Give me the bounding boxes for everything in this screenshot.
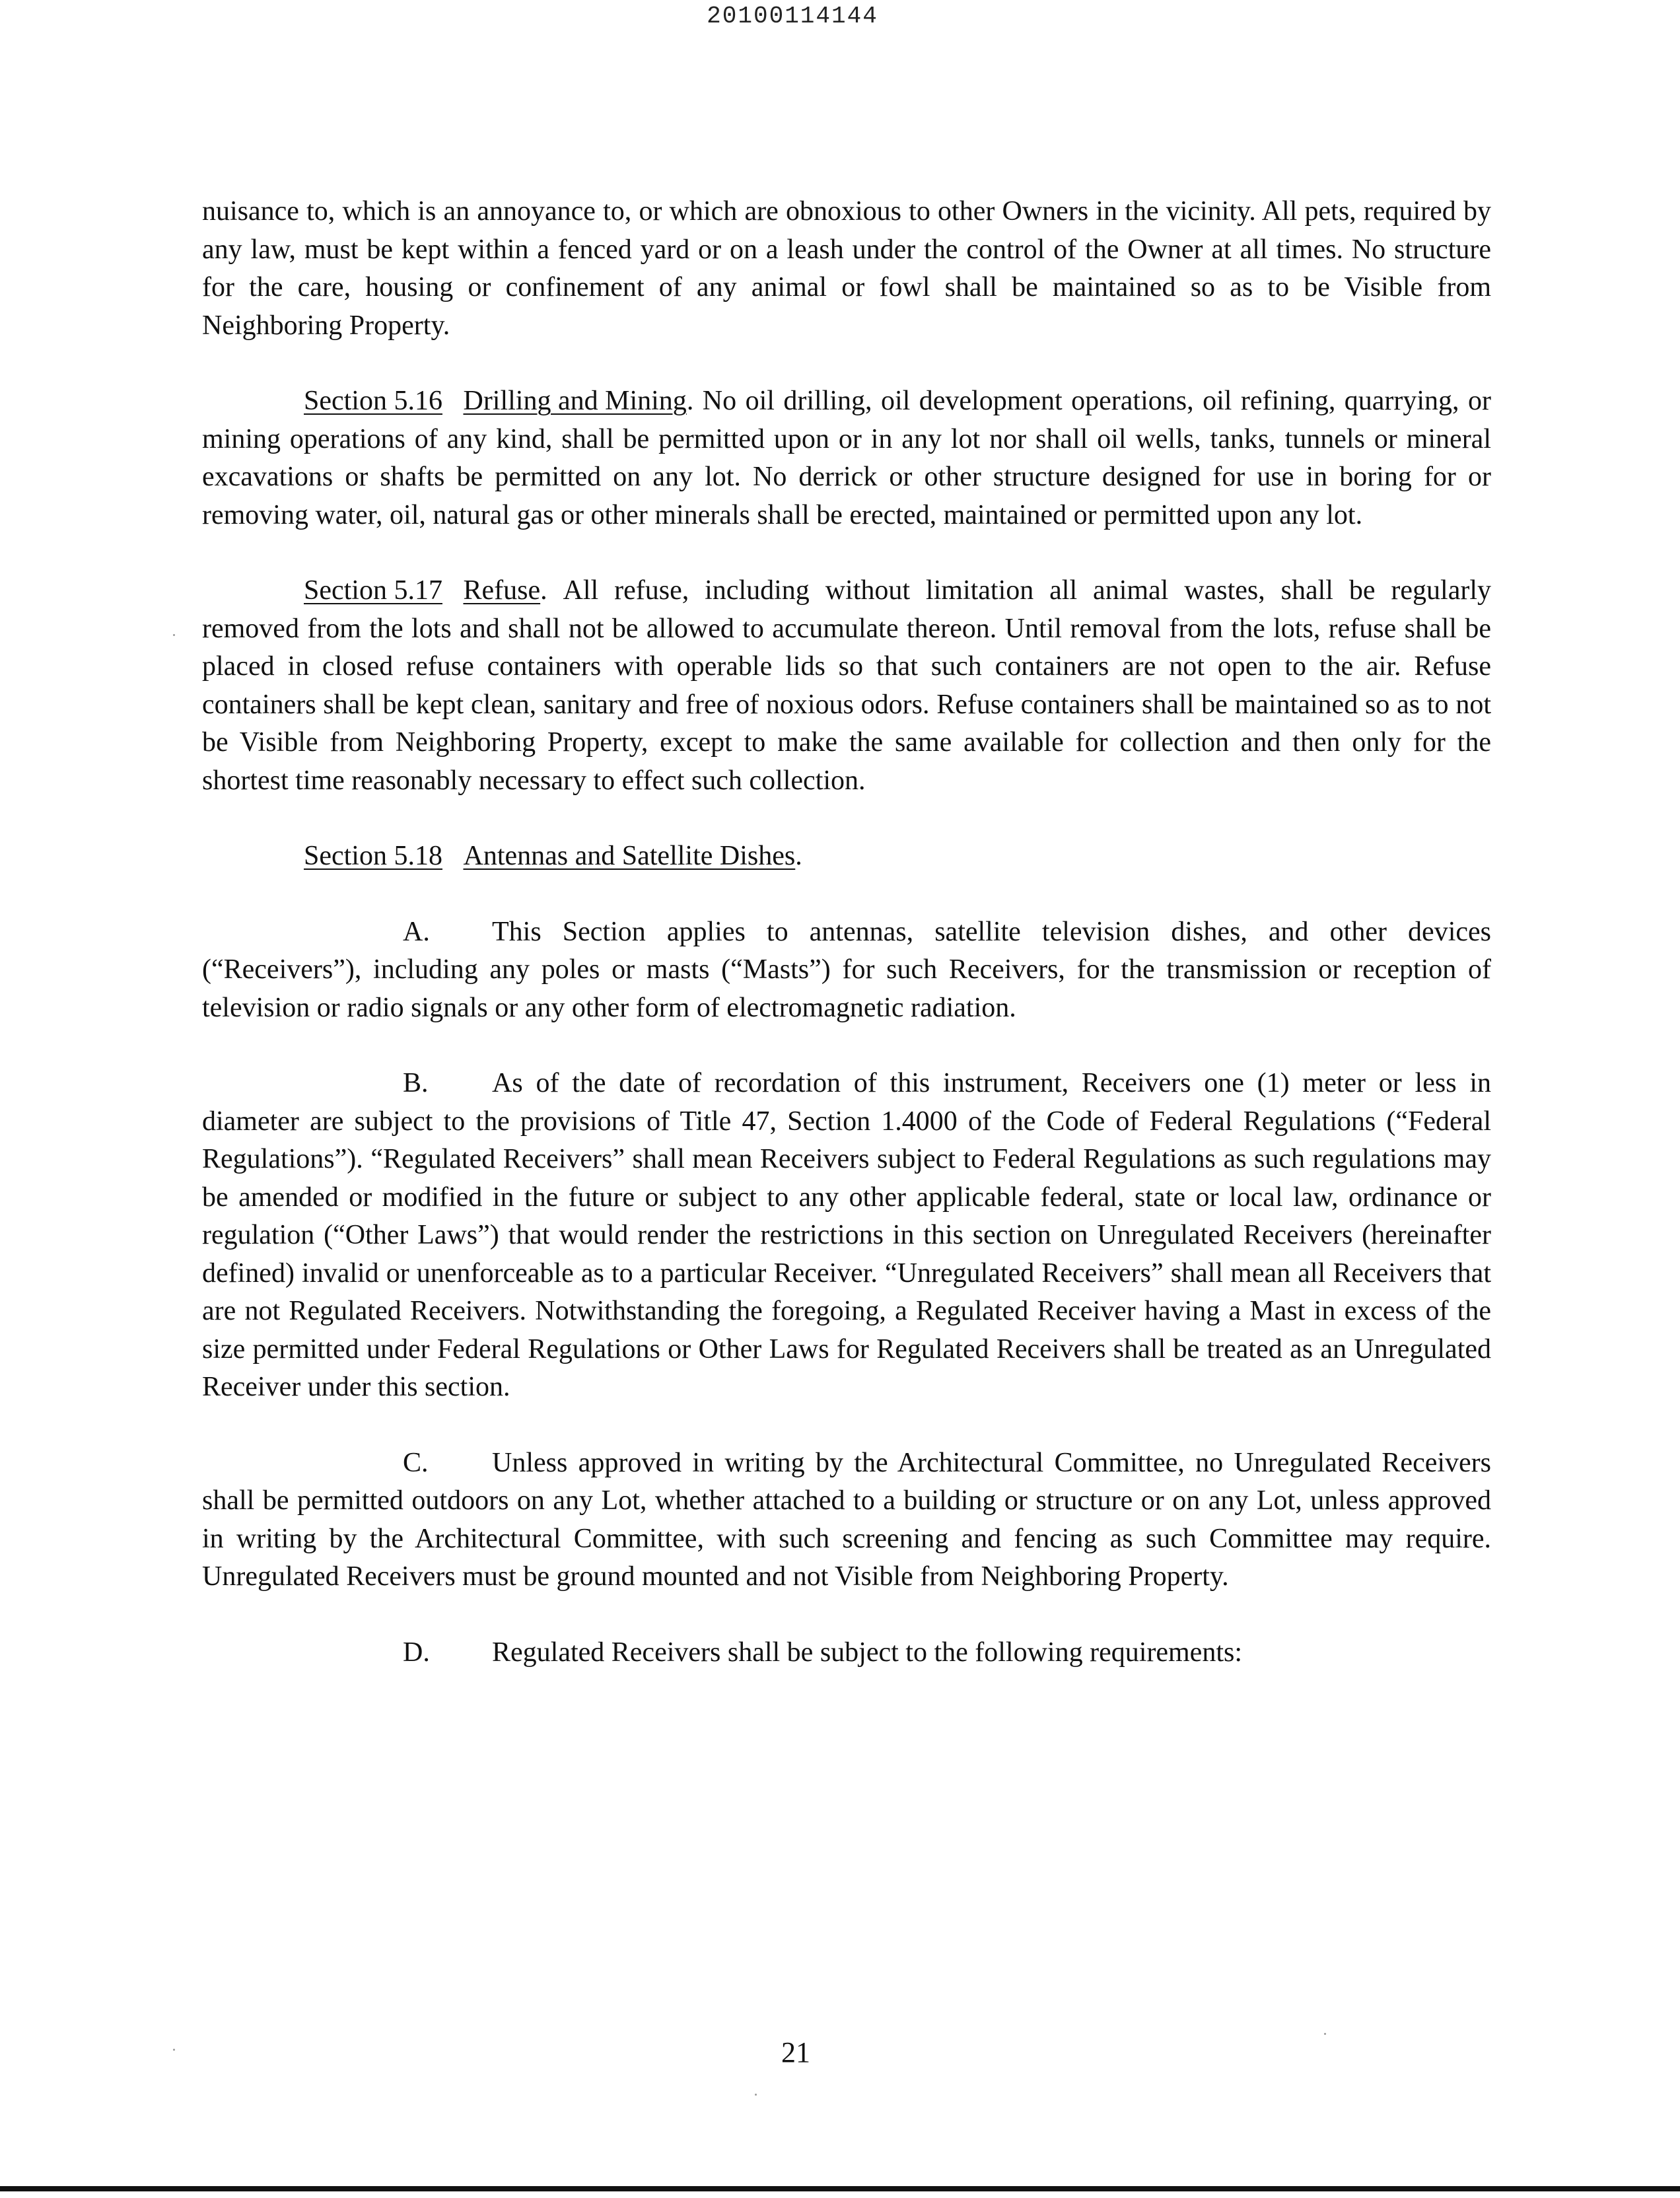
section-5-17-number: Section 5.17 bbox=[304, 575, 442, 606]
subsection-a-text: This Section applies to antennas, satellite television dishes, and other devices (“Receivers”), including any poles or masts (“Masts”) for such Receivers, for the transmission or reception of television or radio signals or any other form of electromagnetic radiation. bbox=[202, 916, 1491, 1023]
page-number: 21 bbox=[781, 2036, 810, 2069]
subsection-c bbox=[202, 1444, 1491, 1596]
section-5-16-title: Drilling and Mining bbox=[463, 386, 687, 416]
section-5-18-heading: Section 5.18 Antennas and Satellite Dishes. bbox=[304, 841, 802, 871]
subsection-d-label: D. bbox=[403, 1637, 430, 1668]
scan-speck bbox=[173, 634, 175, 636]
subsection-a-label: A. bbox=[403, 916, 430, 947]
scan-speck bbox=[755, 2094, 757, 2096]
subsection-d-text: Regulated Receivers shall be subject to the following requirements: bbox=[492, 1637, 1243, 1668]
scan-speck bbox=[1324, 2033, 1326, 2035]
document-number: 20100114144 bbox=[707, 3, 878, 30]
subsection-a bbox=[202, 913, 1491, 1028]
scan-speck bbox=[173, 2049, 175, 2051]
subsection-b-text: As of the date of recordation of this instrument, Receivers one (1) meter or less in diameter are subject to the provisions of Title 47, Section 1.4000 of the Code of Federal Regulations (“Federal Regulations”). “Regulated Receivers” shall mean Receivers subject to Federal Regulations as such regulations may be amended or modified in the future or subject to any other applicable federal, state or local law, ordinance or regulation (“Other Laws”) that would render the restrictions in this section on Unregulated Receivers (hereinafter defined) invalid or unenforceable as to a particular Receiver. “Unregulated Receivers” shall mean all Receivers that are not Regulated Receivers. Notwithstanding the foregoing, a Regulated Receiver having a Mast in excess of the size permitted under Federal Regulations or Other Laws for Regulated Receivers shall be treated as an Unregulated Receiver under this section. bbox=[202, 1068, 1491, 1402]
subsection-c-text: Unless approved in writing by the Architectural Committee, no Unregulated Receivers shall be permitted outdoors on any Lot, whether attached to a building or structure or on any Lot, unless approved in writing by the Architectural Committee, with such screening and fencing as such Committee may require. Unregulated Receivers must be ground mounted and not Visible from Neighboring Property. bbox=[202, 1447, 1491, 1592]
paragraph-pets-continuation: nuisance to, which is an annoyance to, or which are obnoxious to other Owners in the vicinity. All pets, required by any law, must be kept within a fenced yard or on a leash under the control of the Owner at all times. No structure for the care, housing or confinement of any animal or fowl shall be maintained so as to be Visible from Neighboring Property. bbox=[202, 196, 1491, 341]
bottom-rule bbox=[0, 2186, 1680, 2191]
section-5-17: Section 5.17 Refuse. All refuse, including without limitation all animal wastes, shall be regularly removed from the lots and shall not be allowed to accumulate thereon. Until removal from the lots, refuse shall be placed in closed refuse containers with operable lids so that such containers are not open to the air. Refuse containers shall be kept clean, sanitary and free of noxious odors. Refuse containers shall be maintained so as to not be Visible from Neighboring Property, except to make the same available for collection and then only for the shortest time reasonably necessary to effect such collection. bbox=[202, 575, 1492, 796]
section-5-18-number: Section 5.18 bbox=[304, 841, 442, 871]
section-5-18-title: Antennas and Satellite Dishes bbox=[463, 841, 796, 871]
subsection-c-label: C. bbox=[403, 1447, 429, 1478]
document-body bbox=[202, 193, 1491, 1709]
subsection-b bbox=[202, 1065, 1491, 1407]
subsection-b-label: B. bbox=[403, 1068, 429, 1098]
section-5-16: Section 5.16 Drilling and Mining. No oil drilling, oil development operations, oil refining, quarrying, or mining operations of any kind, shall be permitted upon or in any lot nor shall oil wells, tanks, tunnels or mineral excavations or shafts be permitted on any lot. No derrick or other structure designed for use in boring for or removing water, oil, natural gas or other minerals shall be erected, maintained or permitted upon any lot. bbox=[202, 386, 1491, 530]
section-5-17-title: Refuse bbox=[463, 575, 541, 606]
section-5-17-body: All refuse, including without limitation all animal wastes, shall be regularly removed from the lots and shall not be allowed to accumulate thereon. Until removal from the lots, refuse shall be placed in closed refuse containers with operable lids so that such containers are not open to the air. Refuse containers shall be kept clean, sanitary and free of noxious odors. Refuse containers shall be maintained so as to not be Visible from Neighboring Property, except to make the same available for collection and then only for the shortest time reasonably necessary to effect such collection. bbox=[202, 575, 1492, 796]
section-5-16-body: No oil drilling, oil development operations, oil refining, quarrying, or mining operations of any kind, shall be permitted upon or in any lot nor shall oil wells, tanks, tunnels or mineral excavations or shafts be permitted on any lot. No derrick or other structure designed for use in boring for or removing water, oil, natural gas or other minerals shall be erected, maintained or permitted upon any lot. bbox=[202, 386, 1491, 530]
section-5-16-number: Section 5.16 bbox=[304, 386, 442, 416]
subsection-d bbox=[202, 1634, 1491, 1672]
